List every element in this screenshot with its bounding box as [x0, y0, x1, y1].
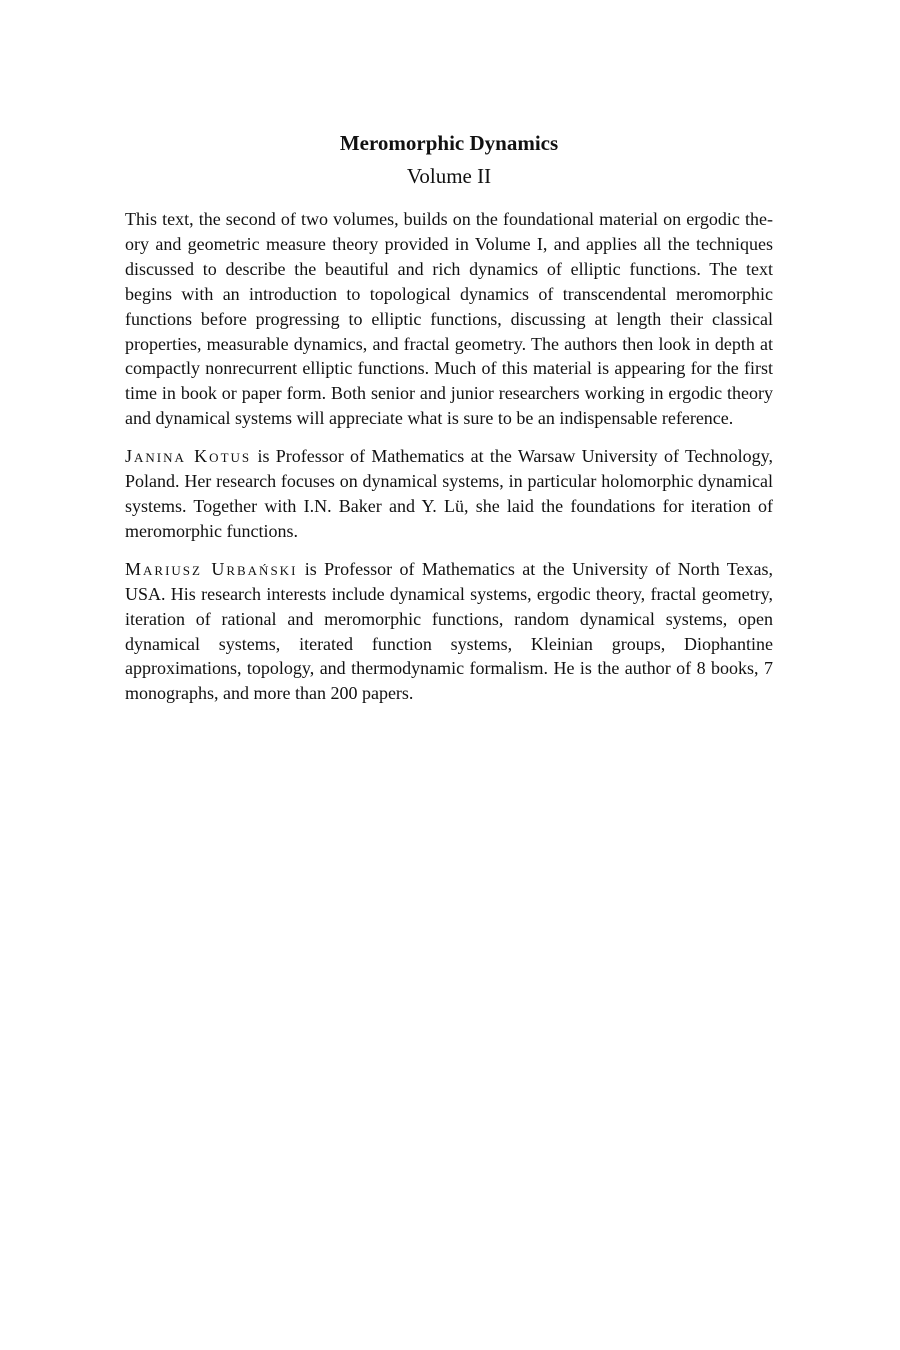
author-name: Mariusz Urbański [125, 558, 298, 579]
author-bio-text: is Professor of Mathematics at the Warsaw University of Technology, Poland. Her research focuses on dynamical systems, in particular holomorphic dynamical systems. Together with I.N. Baker and Y. Lü, she laid the foundations for iteration of meromorphic functions. [125, 446, 773, 541]
volume-label: Volume II [406, 164, 492, 188]
author-name: Janina Kotus [125, 446, 252, 467]
author-bio-text: is Professor of Mathematics at the University of North Texas, USA. His research interests include dynamical systems, ergodic theory, fractal geometry, iteration of rational and meromorphic functions, random dynamical systems, open dynamical systems, iterated function systems, Kleinian groups, Diophantine approximations, topology, and thermodynamic formalism. He is the author of 8 books, 7 monographs, and more than 200 papers. [125, 558, 773, 704]
author-bio-urbanski [125, 557, 773, 706]
page-content [125, 128, 773, 706]
book-description: This text, the second of two volumes, builds on the foundational material on ergodic theory and geometric measure theory provided in Volume I, and applies all the techniques discussed to describe the beautiful and rich dynamics of elliptic functions. The text begins with an introduction to topological dynamics of transcendental meromorphic functions before progressing to elliptic functions, discussing at length their classical properties, measurable dynamics, and fractal geometry. The authors then look in depth at compactly nonrecurrent elliptic functions. Much of this material is appearing for the first time in book or paper form. Both senior and junior researchers working in ergodic theory and dynamical systems will appreciate what is sure to be an indispensable reference. [125, 209, 773, 429]
author-bio-kotus [125, 444, 773, 544]
book-title: Meromorphic Dynamics [339, 131, 559, 155]
